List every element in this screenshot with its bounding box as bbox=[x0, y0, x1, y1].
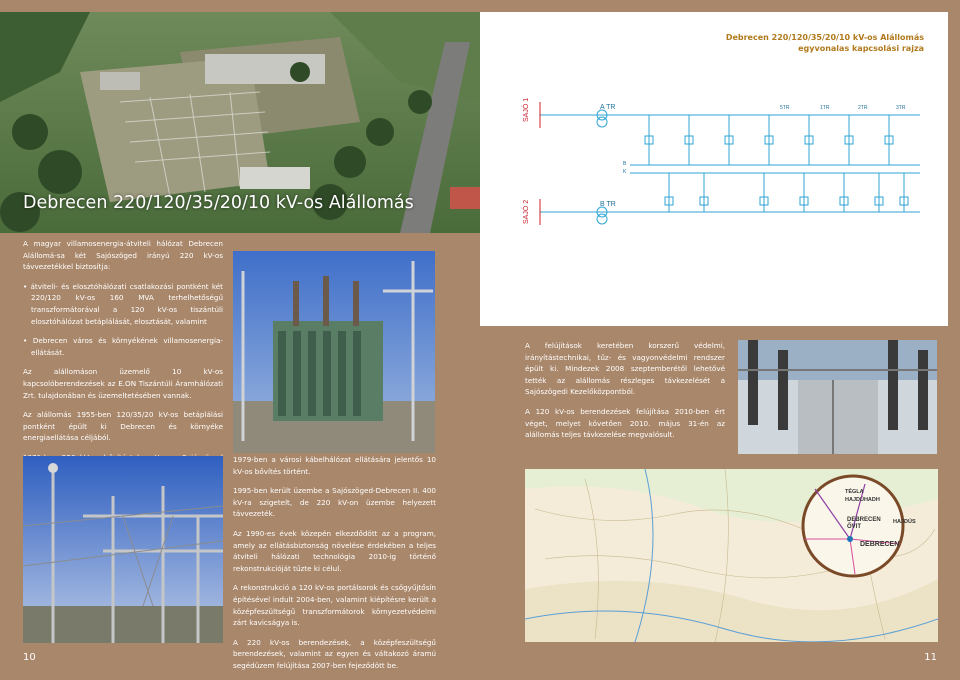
right-paragraph-1: A felújítások keretében korszerű védelmi, irányítástechnikai, tűz- és vagyonvédelmi rendszer épült ki. Mindezek 2008 szeptemberétől lehetővé tették az alállomás részleges távkezelését a Sajószögedi Kezelőközpontból. bbox=[525, 341, 725, 397]
label-5tr: 5TR bbox=[780, 105, 790, 111]
middle-paragraph-1: 1979-ben a városi kábelhálózat ellátására jelentős 10 kV-os bővítés történt. bbox=[233, 455, 436, 476]
map-label-debrecen: DEBRECEN bbox=[860, 541, 900, 548]
label-b: B bbox=[623, 161, 627, 167]
label-2tr: 2TR bbox=[858, 105, 868, 111]
middle-paragraph-3: Az 1990-es évek közepén elkezdődött az a program, amely az ellátásbiztonság növelése érdekében a teljes átviteli hálózati technológia 2010-ig történő rekonstrukcióját tűzte ki célul. bbox=[233, 528, 436, 573]
page-title: Debrecen 220/120/35/20/10 kV-os Alállomás bbox=[23, 193, 414, 213]
single-line-diagram bbox=[480, 12, 948, 326]
page-number-left: 10 bbox=[23, 652, 36, 663]
insulators-photo bbox=[738, 340, 937, 454]
transformer-photo bbox=[233, 251, 435, 453]
label-sajo2: SAJÓ 2 bbox=[523, 199, 530, 224]
label-sajo1: SAJÓ 1 bbox=[523, 97, 530, 122]
label-k: K bbox=[623, 169, 627, 175]
map-label-ovit: DEBRECEN ŐVIT bbox=[847, 517, 881, 530]
diagram-title-line2: egyvonalas kapcsolási rajza bbox=[798, 44, 924, 53]
single-line-diagram-panel bbox=[480, 12, 948, 326]
label-1tr: 1TR bbox=[820, 105, 830, 111]
region-map bbox=[525, 469, 938, 642]
map-label-hajdu: HAJDÚHADH bbox=[845, 497, 880, 503]
left-bullet-2: • Debrecen város és környékének villamosenergia-ellátását. bbox=[23, 336, 223, 357]
right-paragraph-2: A 120 kV-os berendezések felújítása 2010-ben ért véget, melyet követően 2010. május 31-én az alállomás teljes távkezelése megvalósult. bbox=[525, 406, 725, 440]
left-intro: A magyar villamosenergia-átviteli hálózat Debrecen Alállomá-sa két Sajószöged irányú 220 kV-os távvezetékkel biztosítja: bbox=[23, 239, 223, 272]
label-3tr: 3TR bbox=[896, 105, 906, 111]
map-label-hajdus: HAJDÚS bbox=[893, 519, 916, 525]
right-text-column bbox=[525, 340, 725, 449]
middle-paragraph-5: A 220 kV-os berendezések, a középfeszültségű berendezések, valamint az egyen és váltakozó áramú segédüzem felújítása 2007-ben fejeződött be. bbox=[233, 637, 436, 670]
map-label-tegla: TÉGLA bbox=[845, 489, 864, 495]
left-bullet-1: • átviteli- és elosztóhálózati csatlakozási pontként két 220/120 kV-os 160 MVA terhelhetőségű transzformátorával a 120 kV-os tiszántúli elosztóhálózat betáplálását, elosztását, valamint bbox=[23, 281, 223, 326]
label-atr: A TR bbox=[600, 104, 616, 111]
switchyard-photo bbox=[23, 456, 223, 643]
left-paragraph-1: Az alállomáson üzemelő 10 kV-os kapcsolóberendezések az E.ON Tiszántúli Áramhálózati Zrt. tulajdonában és üzemeltetésében vannak. bbox=[23, 367, 223, 400]
middle-text-column bbox=[233, 454, 436, 680]
diagram-title-line1: Debrecen 220/120/35/20/10 kV-os Alállomás bbox=[725, 33, 924, 42]
left-paragraph-2: Az alállomás 1955-ben 120/35/20 kV-os betáplálási pontként épült ki Debrecen és környéke energiaellátása céljából. bbox=[23, 410, 223, 443]
middle-paragraph-4: A rekonstrukció a 120 kV-os portálsorok és csőgyűjtősín építésével indult 2004-ben, valamint kiépítésre került a középfeszültségű transzformátorok környezetvédelmi zárt kavicságya is. bbox=[233, 583, 436, 628]
middle-paragraph-2: 1995-ben került üzembe a Sajószöged-Debrecen II. 400 kV-ra szigetelt, de 220 kV-on üzembe helyezett távvezeték. bbox=[233, 486, 436, 519]
page-number-right: 11 bbox=[924, 652, 937, 663]
label-btr: B TR bbox=[600, 201, 616, 208]
